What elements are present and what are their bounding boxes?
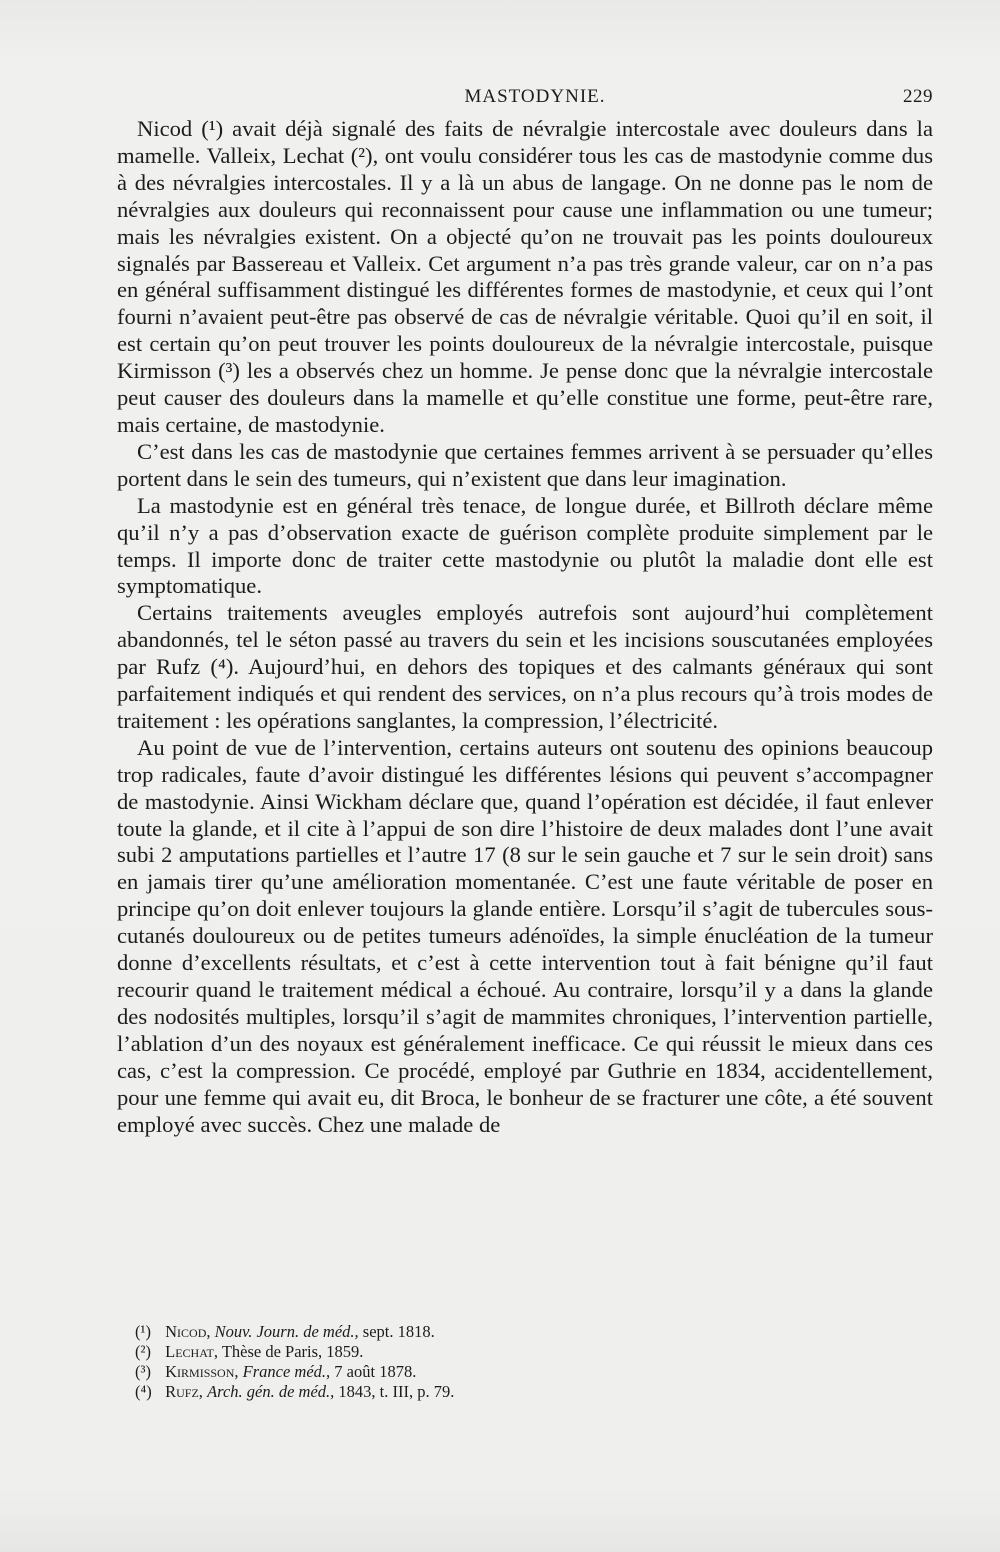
paragraph-4: Certains traitements aveugles employés autrefois sont aujourd’hui complètement abandonnés, tel le séton passé au travers du sein et les incisions souscutanées employées par Rufz (⁴). Aujourd’hui, en dehors des topiques et des calmants généraux qui sont parfaitement indiqués et qui rendent des services, on n’a plus recours qu’à trois modes de traitement : les opérations sanglantes, la compression, l’électricité. <box>117 600 933 733</box>
footnote-author: Kirmisson, <box>165 1362 239 1381</box>
footnote-2 <box>135 1342 895 1362</box>
paragraph-3: La mastodynie est en général très tenace, de longue durée, et Billroth déclare même qu’il n’y a pas d’observation exacte de guérison complète produite simplement par le temps. Il importe donc de traiter cette mastodynie ou plutôt la maladie dont elle est symptomatique. <box>117 492 933 599</box>
footnote-3 <box>135 1362 895 1382</box>
footnote-detail: sept. 1818. <box>362 1322 435 1341</box>
footnote-source: Arch. gén. de méd., <box>207 1382 335 1401</box>
footnotes <box>135 1322 895 1402</box>
paragraph-1: Nicod (¹) avait déjà signalé des faits de névralgie intercostale avec douleurs dans la mamelle. Valleix, Lechat (²), ont voulu considérer tous les cas de mastodynie comme dus à des névralgies intercostales. Il y a là un abus de langage. On ne donne pas le nom de névralgies aux douleurs qui reconnaissent pour cause une inflammation ou une tumeur; mais les névralgies existent. On a objecté qu’on ne trouvait pas les points douloureux signalés par Bassereau et Valleix. Cet argument n’a pas très grande valeur, car on n’a pas en général suffisamment distingué les différentes formes de mastodynie, et ceux qui l’ont fourni n’avaient peut-être pas observé de cas de névralgie véritable. Quoi qu’il en soit, il est certain qu’on peut trouver les points douloureux de la névralgie intercostale, puisque Kirmisson (³) les a observés chez un homme. Je pense donc que la névralgie intercostale peut causer des douleurs dans la mamelle et qu’elle constitue une forme, peut-être rare, mais certaine, de mastodynie. <box>117 116 933 437</box>
footnote-detail: 1843, t. III, p. 79. <box>338 1382 455 1401</box>
running-title: MASTODYNIE. <box>464 86 606 107</box>
footnote-mark: (³) <box>135 1362 151 1381</box>
footnote-mark: (⁴) <box>135 1382 152 1401</box>
footnote-author: Rufz, <box>165 1382 203 1401</box>
paragraph-5: Au point de vue de l’intervention, certains auteurs ont soutenu des opinions beaucoup trop radicales, faute d’avoir distingué les différentes lésions qui peuvent s’accompagner de mastodynie. Ainsi Wickham déclare que, quand l’opération est décidée, il faut enlever toute la glande, et il cite à l’appui de son dire l’histoire de deux malades dont l’une avait subi 2 amputations partielles et l’autre 17 (8 sur le sein gauche et 7 sur le sein droit) sans en jamais tirer qu’une amélioration momentanée. C’est une faute véritable de poser en principe qu’on doit enlever toujours la glande entière. Lorsqu’il s’agit de tubercules sous-cutanés douloureux ou de petites tumeurs adénoïdes, la simple énucléation de la tumeur donne d’excellents résultats, et c’est à cette intervention tout à fait bénigne qu’il faut recourir quand le traitement médical a échoué. Au contraire, lorsqu’il y a dans la glande des nodosités multiples, lorsqu’il s’agit de mammites chroniques, l’intervention partielle, l’ablation d’un des noyaux est généralement inefficace. Ce qui réussit le mieux dans ces cas, c’est la compression. Ce procédé, employé par Guthrie en 1834, accidentellement, pour une femme qui avait eu, dit Broca, le bonheur de se fracturer une côte, a été souvent employé avec succès. Chez une malade de <box>117 734 933 1137</box>
footnote-author: Nicod, <box>165 1322 211 1341</box>
footnote-source: Nouv. Journ. de méd., <box>214 1322 359 1341</box>
running-head <box>137 86 933 112</box>
footnote-detail: 7 août 1878. <box>334 1362 417 1381</box>
footnote-1 <box>135 1322 895 1342</box>
footnote-mark: (²) <box>135 1342 151 1361</box>
footnote-source: France méd., <box>242 1362 331 1381</box>
footnote-detail: Thèse de Paris, 1859. <box>221 1342 364 1361</box>
footnote-author: Lechat, <box>165 1342 218 1361</box>
footnote-mark: (¹) <box>135 1322 151 1341</box>
body-text <box>117 116 933 1138</box>
footnote-4 <box>135 1382 895 1402</box>
paragraph-2: C’est dans les cas de mastodynie que certaines femmes arrivent à se persuader qu’elles portent dans le sein des tumeurs, qui n’existent que dans leur imagination. <box>117 438 933 491</box>
page-number: 229 <box>903 86 933 107</box>
